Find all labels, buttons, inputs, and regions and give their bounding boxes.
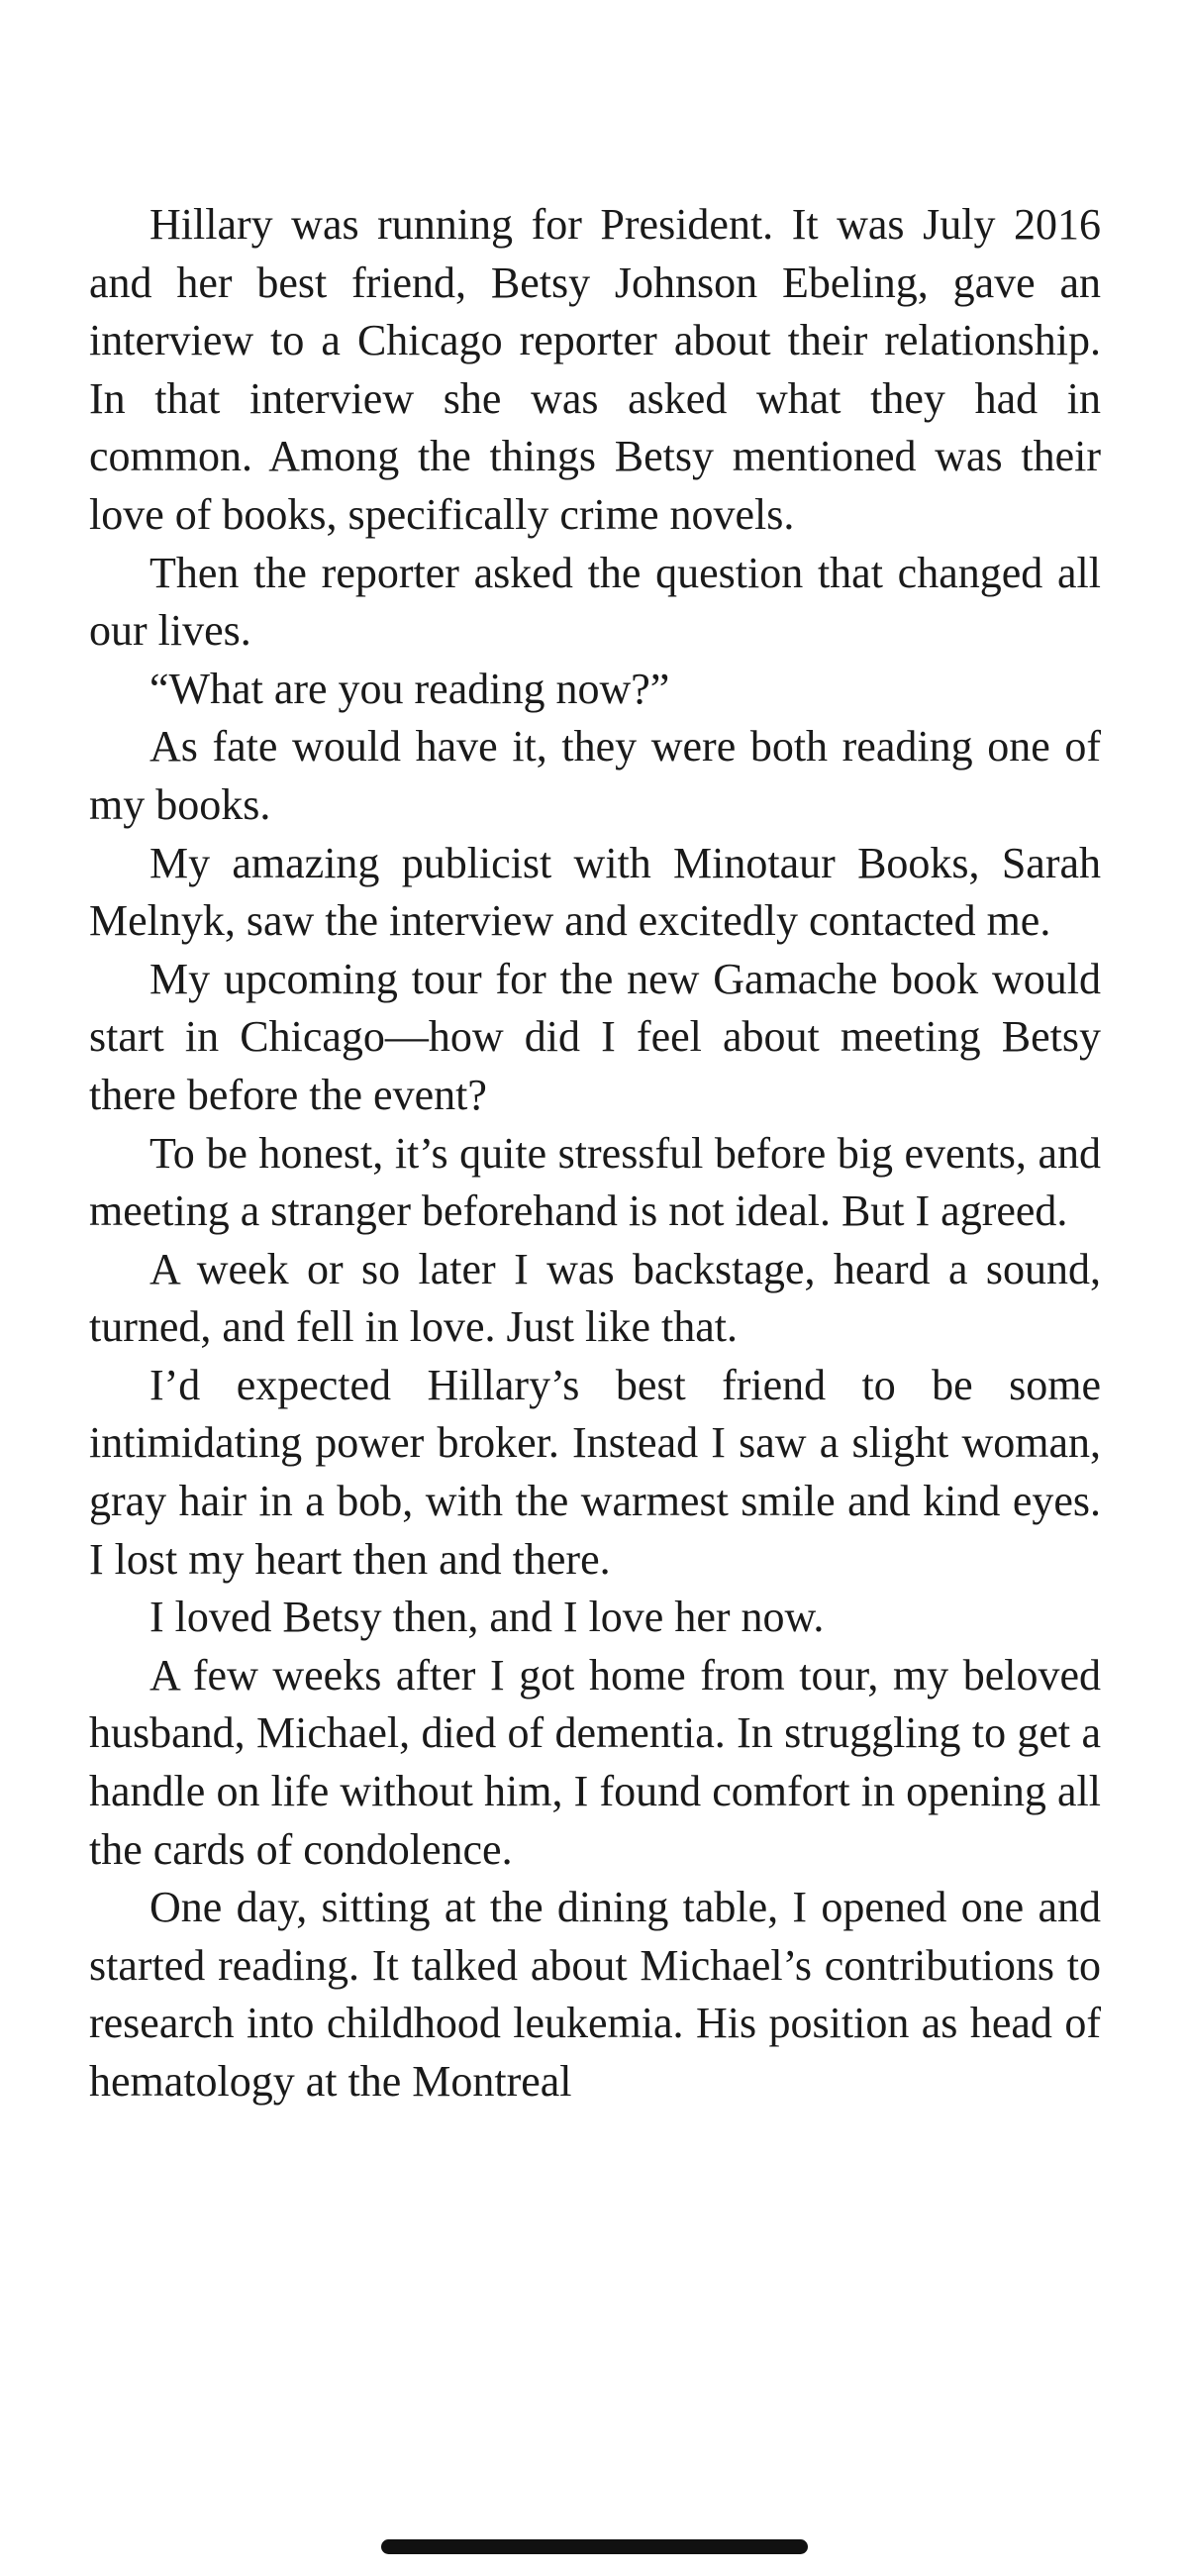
paragraph: As fate would have it, they were both reading one of my books. — [89, 722, 1101, 829]
paragraph: A few weeks after I got home from tour, my beloved husband, Michael, died of dementia. In struggling to get a handle on life without him, I found comfort in opening all the cards of condolence. — [89, 1650, 1101, 1874]
paragraph: A week or so later I was backstage, heard a sound, turned, and fell in love. Just like that. — [89, 1244, 1101, 1352]
paragraph: Hillary was running for President. It was July 2016 and her best friend, Betsy Johnson Ebeling, gave an interview to a Chicago reporter about their relationship. In that interview she was asked what they had in common. Among the things Betsy mentioned was their love of books, specifically crime novels. — [89, 200, 1101, 539]
paragraph: My amazing publicist with Minotaur Books, Sarah Melnyk, saw the interview and excitedly contacted me. — [89, 838, 1101, 946]
paragraph: My upcoming tour for the new Gamache book would start in Chicago—how did I feel about meeting Betsy there before the event? — [89, 954, 1101, 1119]
paragraph: Then the reporter asked the question that changed all our lives. — [89, 548, 1101, 656]
paragraph: I’d expected Hillary’s best friend to be some intimidating power broker. Instead I saw a slight woman, gray hair in a bob, with the warmest smile and kind eyes. I lost my heart then and there. — [89, 1360, 1101, 1584]
paragraph: One day, sitting at the dining table, I opened one and started reading. It talked about Michael’s contributions to research into childhood leukemia. His position as head of hematology at the Montreal — [89, 1883, 1101, 2106]
reading-page[interactable] — [89, 196, 1101, 2112]
paragraph: To be honest, it’s quite stressful before big events, and meeting a stranger beforehand is not ideal. But I agreed. — [89, 1128, 1101, 1236]
paragraph: “What are you reading now?” — [149, 664, 670, 713]
home-indicator[interactable] — [381, 2539, 808, 2554]
paragraph: I loved Betsy then, and I love her now. — [149, 1593, 825, 1642]
